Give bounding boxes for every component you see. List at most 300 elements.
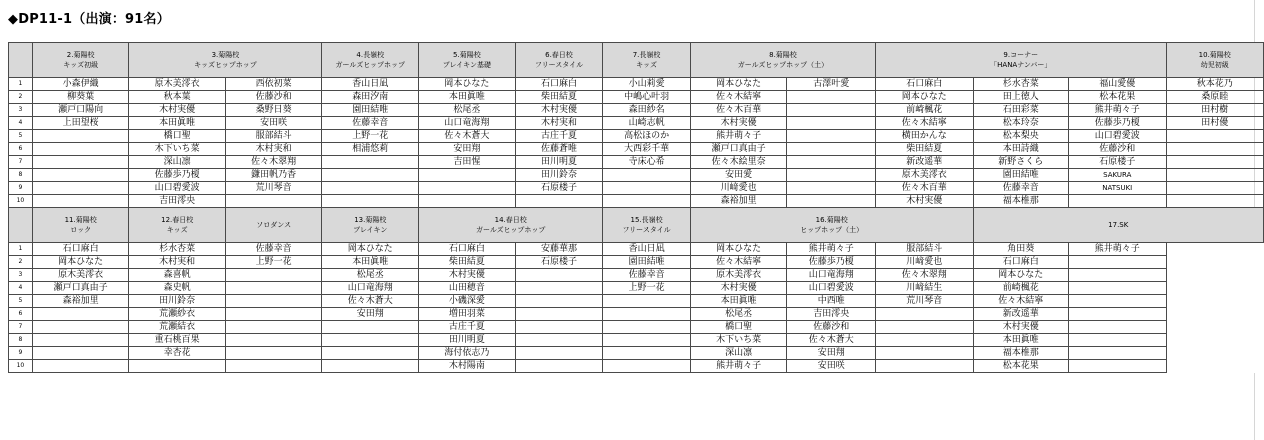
class-header (32, 208, 129, 243)
performer-cell (322, 321, 419, 334)
class-header-genre: ブレイキン基礎 (442, 61, 492, 69)
performer-cell: 桑野日葵 (225, 104, 321, 117)
performer-cell (225, 347, 321, 360)
class-header (32, 43, 129, 78)
performer-cell: 原木美澪衣 (129, 78, 225, 91)
table-row (9, 156, 1264, 169)
empty-cell (1166, 295, 1264, 308)
performer-cell (322, 182, 419, 195)
performer-cell: 山口竜海翔 (787, 269, 876, 282)
table-row (9, 91, 1264, 104)
performer-cell (876, 334, 973, 347)
performer-cell: 熊井萌々子 (690, 360, 787, 373)
class-header (603, 43, 691, 78)
performer-cell: 安田翔 (419, 143, 516, 156)
performer-cell (515, 321, 603, 334)
table-row (9, 117, 1264, 130)
performer-cell (32, 182, 129, 195)
performer-cell (32, 130, 129, 143)
performer-cell (876, 308, 973, 321)
performer-cell (787, 143, 876, 156)
performer-cell (787, 156, 876, 169)
row-number: 6 (9, 308, 33, 321)
performer-cell: 安田翔 (787, 347, 876, 360)
performer-cell (322, 334, 419, 347)
performer-cell: 田上徳人 (973, 91, 1069, 104)
performer-cell: 田川鈴奈 (129, 295, 225, 308)
performer-cell: 荒瀬紗衣 (129, 308, 225, 321)
class-header (225, 208, 321, 243)
performer-cell (1069, 256, 1166, 269)
performer-cell: 荒瀬結衣 (129, 321, 225, 334)
performer-cell: 吉田惺 (419, 156, 516, 169)
performer-cell (515, 295, 603, 308)
performer-cell (603, 321, 691, 334)
performer-cell: SAKURA (1069, 169, 1166, 182)
performer-cell: 山崎志帆 (603, 117, 691, 130)
class-header-genre: ガールズヒップホップ (335, 61, 405, 69)
performer-cell (603, 334, 691, 347)
performer-cell: 上田望桜 (32, 117, 129, 130)
empty-cell (1166, 360, 1264, 373)
performer-cell (322, 156, 419, 169)
performer-cell: 木村実和 (515, 117, 603, 130)
class-header-number: 11.菊陽校 (64, 216, 97, 224)
performer-cell (419, 195, 516, 208)
performer-cell: 安田翔 (322, 308, 419, 321)
class-header-genre: キッズ (636, 61, 657, 69)
performer-cell (32, 334, 129, 347)
performer-cell: 中嶋心叶羽 (603, 91, 691, 104)
performer-cell (129, 360, 225, 373)
performer-cell: 相浦悠莉 (322, 143, 419, 156)
performer-cell: 田川明夏 (515, 156, 603, 169)
empty-cell (1166, 308, 1264, 321)
performer-cell: 山口竜海翔 (322, 282, 419, 295)
performer-cell: 佐藤沙和 (1069, 143, 1166, 156)
class-header-genre: ブレイキン (353, 226, 388, 234)
performer-cell: 石原楼子 (515, 256, 603, 269)
table-row (9, 308, 1264, 321)
class-header-genre: キッズ初級 (63, 61, 99, 69)
performer-cell: 川﨑愛也 (876, 256, 973, 269)
performer-cell: 吉田澪央 (129, 195, 225, 208)
class-header-number: 5.菊陽校 (453, 51, 481, 59)
performer-cell: 寺床心希 (603, 156, 691, 169)
performer-cell: 園田結唯 (973, 169, 1069, 182)
performer-cell: 瀬戸口真由子 (690, 143, 787, 156)
row-number: 8 (9, 334, 33, 347)
performer-cell: 福本椎那 (973, 347, 1069, 360)
performer-cell (1069, 347, 1166, 360)
performer-cell: 木村実優 (973, 321, 1069, 334)
performer-cell: 佐々木結寧 (973, 295, 1069, 308)
class-header-number: 14.春日校 (494, 216, 527, 224)
performer-cell: 石原楼子 (515, 182, 603, 195)
class-header-number: ソロダンス (256, 221, 292, 229)
row-number: 3 (9, 104, 33, 117)
performer-cell: 小森伊織 (32, 78, 129, 91)
performer-cell: 橋口聖 (690, 321, 787, 334)
performer-cell: 佐藤蒼唯 (515, 143, 603, 156)
performer-cell: 石田彩菜 (973, 104, 1069, 117)
performer-cell (515, 269, 603, 282)
row-number: 4 (9, 282, 33, 295)
performer-cell: 田村樹 (1166, 104, 1264, 117)
performer-cell: 田川明夏 (419, 334, 516, 347)
performer-cell (876, 347, 973, 360)
performer-cell: 佐々木百華 (876, 182, 973, 195)
class-header-genre: ヒップホップ（土） (800, 226, 864, 234)
performer-cell: 松本花果 (1069, 91, 1166, 104)
empty-cell (1166, 347, 1264, 360)
performer-cell: 本田眞唯 (690, 295, 787, 308)
class-header-number: 16.菊陽校 (815, 216, 848, 224)
empty-cell (1166, 334, 1264, 347)
performer-cell (876, 321, 973, 334)
performer-cell: 新改遥華 (973, 308, 1069, 321)
performer-cell: 岡本ひなた (876, 91, 973, 104)
performer-cell: 佐々木蒼大 (419, 130, 516, 143)
performer-cell: 幸杏花 (129, 347, 225, 360)
performer-cell (515, 282, 603, 295)
performer-cell: 松尾丞 (419, 104, 516, 117)
class-header (973, 208, 1263, 243)
class-header-genre: フリースタイル (534, 61, 584, 69)
performer-cell: 重石桃百果 (129, 334, 225, 347)
class-header-number: 3.菊陽校 (211, 51, 240, 59)
performer-cell: 石口麻白 (32, 243, 129, 256)
row-number: 4 (9, 117, 33, 130)
class-header (322, 208, 419, 243)
performer-cell: 松尾丞 (322, 269, 419, 282)
roster-table (8, 42, 1264, 373)
performer-cell: 森田汐南 (322, 91, 419, 104)
performer-cell (787, 130, 876, 143)
row-number: 9 (9, 182, 33, 195)
class-header-number: 6.春日校 (545, 51, 573, 59)
class-header (1166, 43, 1264, 78)
performer-cell: 本田眞唯 (322, 256, 419, 269)
table-row (9, 282, 1264, 295)
performer-cell: 福山愛優 (1069, 78, 1166, 91)
performer-cell: 香山日凪 (322, 78, 419, 91)
performer-cell: 香山日凪 (603, 243, 691, 256)
performer-cell: 佐々木結寧 (876, 117, 973, 130)
class-header (690, 43, 875, 78)
performer-cell (1166, 182, 1264, 195)
performer-cell: 杉水杏菜 (973, 78, 1069, 91)
performer-cell (32, 360, 129, 373)
performer-cell: 桑原睦 (1166, 91, 1264, 104)
table-row (9, 269, 1264, 282)
class-header-genre: フリースタイル (622, 226, 671, 234)
performer-cell: 吉田澪央 (787, 308, 876, 321)
performer-cell (225, 334, 321, 347)
class-header-number: 17.SK (1108, 221, 1129, 229)
performer-cell: 瀬戸口陽向 (32, 104, 129, 117)
performer-cell: 松本花果 (973, 360, 1069, 373)
header-row-1 (9, 43, 1264, 78)
performer-cell: 森裕加里 (690, 195, 787, 208)
performer-cell: 森田紗名 (603, 104, 691, 117)
performer-cell (787, 195, 876, 208)
performer-cell: 原木美澪衣 (876, 169, 973, 182)
performer-cell: 安田咲 (787, 360, 876, 373)
performer-cell: 大西彩千華 (603, 143, 691, 156)
performer-cell: 山口碧愛波 (129, 182, 225, 195)
performer-cell: 佐々木結寧 (690, 256, 787, 269)
performer-cell: 佐藤沙和 (225, 91, 321, 104)
performer-cell: 本田眞唯 (419, 91, 516, 104)
performer-cell (515, 308, 603, 321)
performer-cell: 木下いち菜 (690, 334, 787, 347)
row-number: 8 (9, 169, 33, 182)
performer-cell: 橋口聖 (129, 130, 225, 143)
performer-cell: 古澤叶愛 (787, 78, 876, 91)
performer-cell: 佐々木絵里奈 (690, 156, 787, 169)
performer-cell: 岡本ひなた (322, 243, 419, 256)
class-header-number: 13.菊陽校 (354, 216, 387, 224)
performer-cell (603, 308, 691, 321)
table-row (9, 256, 1264, 269)
performer-cell (1069, 308, 1166, 321)
class-header (129, 208, 225, 243)
performer-cell: 山口竜海翔 (419, 117, 516, 130)
performer-cell: 岡本ひなた (419, 78, 516, 91)
performer-cell (1166, 130, 1264, 143)
performer-cell (515, 360, 603, 373)
performer-cell: 深山凛 (690, 347, 787, 360)
performer-cell: 園田結唯 (603, 256, 691, 269)
performer-cell: 佐々木結寧 (690, 91, 787, 104)
performer-cell: 原木美澪衣 (32, 269, 129, 282)
performer-cell (1069, 321, 1166, 334)
performer-cell (1166, 169, 1264, 182)
performer-cell (225, 360, 321, 373)
performer-cell (322, 360, 419, 373)
performer-cell: 佐藤幸音 (973, 182, 1069, 195)
performer-cell (419, 169, 516, 182)
performer-cell: 西依初菜 (225, 78, 321, 91)
performer-cell (32, 195, 129, 208)
class-header (322, 43, 419, 78)
performer-cell: 前崎楓花 (973, 282, 1069, 295)
performer-cell (787, 104, 876, 117)
performer-cell: 木村実優 (129, 104, 225, 117)
performer-cell: 佐藤沙和 (787, 321, 876, 334)
performer-cell: 森喜帆 (129, 269, 225, 282)
performer-cell: 佐藤歩乃榎 (787, 256, 876, 269)
performer-cell: 岡本ひなた (690, 78, 787, 91)
table-row (9, 360, 1264, 373)
header-corner-cell (9, 43, 33, 78)
class-header-number: 10.菊陽校 (1198, 51, 1231, 59)
performer-cell: 秋本花乃 (1166, 78, 1264, 91)
performer-cell: 森裕加里 (32, 295, 129, 308)
performer-cell: 木村実優 (690, 282, 787, 295)
performer-cell: 荒川琴音 (876, 295, 973, 308)
class-header-genre: 幼児初級 (1200, 61, 1229, 69)
row-number: 9 (9, 347, 33, 360)
performer-cell: 前崎楓花 (876, 104, 973, 117)
performer-cell: 山田穂音 (419, 282, 516, 295)
table-row (9, 104, 1264, 117)
empty-cell (1166, 321, 1264, 334)
performer-cell: 小磯深愛 (419, 295, 516, 308)
performer-cell (225, 295, 321, 308)
performer-cell (515, 334, 603, 347)
performer-cell: 川﨑愛也 (690, 182, 787, 195)
row-number: 1 (9, 243, 33, 256)
performer-cell (603, 360, 691, 373)
performer-cell: 石口麻白 (973, 256, 1069, 269)
performer-cell: 佐々木百華 (690, 104, 787, 117)
table-row (9, 243, 1264, 256)
class-header-number: 7.長嶺校 (632, 51, 661, 59)
performer-cell: 高松ほのか (603, 130, 691, 143)
performer-cell (603, 169, 691, 182)
class-header (129, 43, 322, 78)
row-number: 3 (9, 269, 33, 282)
performer-cell (32, 156, 129, 169)
performer-cell (603, 195, 691, 208)
performer-cell: 安田咲 (225, 117, 321, 130)
performer-cell: 田村優 (1166, 117, 1264, 130)
performer-cell (1166, 195, 1264, 208)
row-number: 1 (9, 78, 33, 91)
performer-cell: 本田詩織 (973, 143, 1069, 156)
performer-cell: 中西唯 (787, 295, 876, 308)
performer-cell: 杉水杏菜 (129, 243, 225, 256)
performer-cell: 熊井萌々子 (1069, 104, 1166, 117)
class-header-genre: ロック (70, 226, 92, 234)
performer-cell: 熊井萌々子 (690, 130, 787, 143)
performer-cell (787, 91, 876, 104)
performer-cell: 佐々木翠翔 (225, 156, 321, 169)
performer-cell: 上野一花 (225, 256, 321, 269)
table-row (9, 334, 1264, 347)
performer-cell: 安田愛 (690, 169, 787, 182)
row-number: 10 (9, 195, 33, 208)
performer-cell: 古庄千夏 (419, 321, 516, 334)
performer-cell (32, 143, 129, 156)
class-header-number: 8.菊陽校 (769, 51, 797, 59)
performer-cell (603, 295, 691, 308)
performer-cell: NATSUKI (1069, 182, 1166, 195)
row-number: 5 (9, 295, 33, 308)
performer-cell (32, 347, 129, 360)
performer-cell (1069, 295, 1166, 308)
performer-cell: 上野一花 (322, 130, 419, 143)
row-number: 10 (9, 360, 33, 373)
performer-cell: 石口麻白 (419, 243, 516, 256)
performer-cell: 佐藤歩乃榎 (1069, 117, 1166, 130)
performer-cell: 山口碧愛波 (787, 282, 876, 295)
performer-cell (1069, 269, 1166, 282)
row-number: 5 (9, 130, 33, 143)
performer-cell (1069, 360, 1166, 373)
class-header (515, 43, 603, 78)
performer-cell: 川﨑結生 (876, 282, 973, 295)
class-header-number: 9.コーナー (1003, 51, 1039, 59)
performer-cell (225, 308, 321, 321)
row-number: 7 (9, 156, 33, 169)
class-header-number: 2.菊陽校 (66, 51, 95, 59)
row-number: 2 (9, 256, 33, 269)
class-header (690, 208, 973, 243)
class-header-genre: キッズヒップホップ (194, 61, 257, 69)
performer-cell: 木村実優 (690, 117, 787, 130)
performer-cell: 佐々木翠翔 (876, 269, 973, 282)
performer-cell: 岡本ひなた (32, 256, 129, 269)
performer-cell: 本田眞唯 (973, 334, 1069, 347)
performer-cell (515, 195, 603, 208)
performer-cell: 岡本ひなた (690, 243, 787, 256)
performer-cell: 深山凛 (129, 156, 225, 169)
performer-cell (1069, 334, 1166, 347)
performer-cell (225, 195, 321, 208)
row-number: 7 (9, 321, 33, 334)
class-header-genre: 「HANAナンバー」 (990, 61, 1052, 69)
performer-cell: 原木美澪衣 (690, 269, 787, 282)
performer-cell: 岡本ひなた (973, 269, 1069, 282)
empty-cell (1166, 243, 1264, 256)
performer-cell: 服部結斗 (225, 130, 321, 143)
performer-cell (787, 169, 876, 182)
performer-cell: 瀬戸口真由子 (32, 282, 129, 295)
performer-cell (32, 308, 129, 321)
table-row (9, 143, 1264, 156)
performer-cell: 佐藤歩乃榎 (129, 169, 225, 182)
performer-cell: 柴田結夏 (515, 91, 603, 104)
table-row (9, 321, 1264, 334)
performer-cell: 海付依志乃 (419, 347, 516, 360)
performer-cell: 服部結斗 (876, 243, 973, 256)
performer-cell: 横田かんな (876, 130, 973, 143)
empty-cell (1166, 282, 1264, 295)
performer-cell: 古庄千夏 (515, 130, 603, 143)
table-row (9, 169, 1264, 182)
performer-cell (1166, 143, 1264, 156)
performer-cell: 角田葵 (973, 243, 1069, 256)
performer-cell (787, 117, 876, 130)
performer-cell (225, 269, 321, 282)
performer-cell: 佐々木蒼大 (322, 295, 419, 308)
performer-cell (32, 169, 129, 182)
performer-cell (225, 282, 321, 295)
class-header-number: 15.長嶺校 (630, 216, 663, 224)
performer-cell: 増田羽菜 (419, 308, 516, 321)
performer-cell (1166, 156, 1264, 169)
performer-cell: 木村実優 (419, 269, 516, 282)
performer-cell: 秋本葉 (129, 91, 225, 104)
performer-cell: 荒川琴音 (225, 182, 321, 195)
row-number: 6 (9, 143, 33, 156)
table-row (9, 295, 1264, 308)
performer-cell: 本田眞唯 (129, 117, 225, 130)
class-header-genre: ガールズヒップホップ（土） (737, 61, 829, 69)
table-row (9, 347, 1264, 360)
table-row (9, 130, 1264, 143)
class-header (419, 208, 603, 243)
class-header-genre: ガールズヒップホップ (475, 226, 546, 234)
performer-cell: 佐々木蒼大 (787, 334, 876, 347)
table-row (9, 78, 1264, 91)
performer-cell: 山口碧愛波 (1069, 130, 1166, 143)
performer-cell (419, 182, 516, 195)
performer-cell: 木村実優 (515, 104, 603, 117)
